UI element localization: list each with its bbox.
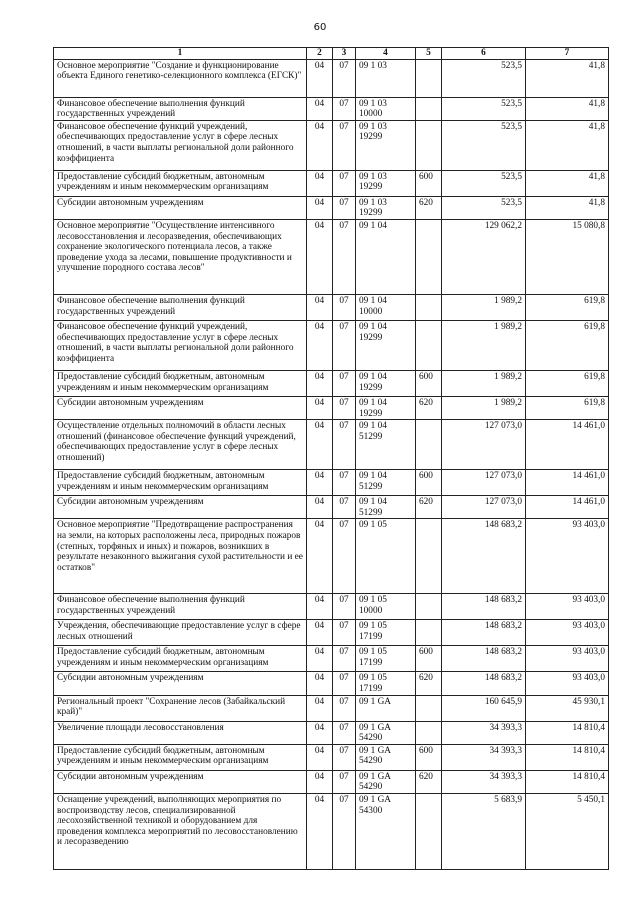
section-code: 04 — [307, 470, 333, 496]
table-row — [54, 695, 609, 721]
target-article-code: 09 1 04 19299 — [356, 370, 416, 396]
amount-plan: 523,5 — [442, 97, 526, 120]
amount-actual: 45 930,1 — [526, 695, 609, 721]
expense-type-code — [416, 59, 442, 97]
table-row — [54, 170, 609, 196]
table-row — [54, 420, 609, 470]
column-header: 6 — [442, 48, 526, 60]
table-row — [54, 97, 609, 120]
target-article-code: 09 1 05 17199 — [356, 646, 416, 672]
expense-type-code — [416, 320, 442, 370]
subsection-code: 07 — [333, 196, 356, 219]
expense-type-code: 620 — [416, 496, 442, 519]
subsection-code: 07 — [333, 170, 356, 196]
subsection-code: 07 — [333, 219, 356, 294]
row-name: Осуществление отдельных полномочий в области лесных отношений (финансовое обеспечение функций учреждений, обеспечивающих предоставление услуг в сфере лесных отношений) — [54, 420, 307, 470]
subsection-code: 07 — [333, 294, 356, 320]
expense-type-code: 600 — [416, 170, 442, 196]
row-name: Финансовое обеспечение функций учреждений, обеспечивающих предоставление услуг в сфере лесных отношений, в части выплаты региональной доли районного коэффициента — [54, 120, 307, 170]
section-code: 04 — [307, 59, 333, 97]
expense-type-code: 600 — [416, 744, 442, 770]
table-row — [54, 744, 609, 770]
row-name: Финансовое обеспечение функций учреждений, обеспечивающих предоставление услуг в сфере лесных отношений, в части выплаты региональной доли районного коэффициента — [54, 320, 307, 370]
subsection-code: 07 — [333, 620, 356, 646]
expense-type-code: 620 — [416, 396, 442, 419]
target-article-code: 09 1 04 51299 — [356, 496, 416, 519]
row-name: Основное мероприятие "Создание и функционирование объекта Единого генетико-селекционного комплекса (ЕГСК)" — [54, 59, 307, 97]
section-code: 04 — [307, 594, 333, 620]
target-article-code: 09 1 03 10000 — [356, 97, 416, 120]
subsection-code: 07 — [333, 646, 356, 672]
expense-type-code — [416, 519, 442, 594]
section-code: 04 — [307, 370, 333, 396]
amount-plan: 148 683,2 — [442, 519, 526, 594]
section-code: 04 — [307, 695, 333, 721]
expense-type-code — [416, 594, 442, 620]
amount-actual: 41,8 — [526, 196, 609, 219]
section-code: 04 — [307, 294, 333, 320]
table-row — [54, 196, 609, 219]
section-code: 04 — [307, 620, 333, 646]
target-article-code: 09 1 04 51299 — [356, 470, 416, 496]
section-code: 04 — [307, 420, 333, 470]
row-name: Субсидии автономным учреждениям — [54, 770, 307, 793]
amount-actual: 619,8 — [526, 370, 609, 396]
amount-actual: 619,8 — [526, 294, 609, 320]
expense-type-code — [416, 793, 442, 869]
table-row — [54, 294, 609, 320]
amount-plan: 1 989,2 — [442, 294, 526, 320]
row-name: Оснащение учреждений, выполняющих мероприятия по воспроизводству лесов, специализированной лесохозяйственной техникой и оборудованием для проведения комплекса мероприятий по лесовосстановлению и лесоразведению — [54, 793, 307, 869]
expense-type-code: 600 — [416, 470, 442, 496]
amount-plan: 523,5 — [442, 196, 526, 219]
row-name: Учреждения, обеспечивающие предоставление услуг в сфере лесных отношений — [54, 620, 307, 646]
section-code: 04 — [307, 646, 333, 672]
section-code: 04 — [307, 196, 333, 219]
amount-actual: 619,8 — [526, 396, 609, 419]
amount-plan: 148 683,2 — [442, 646, 526, 672]
table-row — [54, 672, 609, 695]
section-code: 04 — [307, 320, 333, 370]
expense-type-code — [416, 120, 442, 170]
expense-type-code — [416, 721, 442, 744]
row-name: Финансовое обеспечение выполнения функций государственных учреждений — [54, 294, 307, 320]
amount-actual: 14 810,4 — [526, 744, 609, 770]
amount-plan: 523,5 — [442, 170, 526, 196]
target-article-code: 09 1 05 17199 — [356, 620, 416, 646]
section-code: 04 — [307, 170, 333, 196]
expense-type-code: 620 — [416, 672, 442, 695]
subsection-code: 07 — [333, 120, 356, 170]
table-body — [54, 59, 609, 869]
section-code: 04 — [307, 519, 333, 594]
amount-actual: 93 403,0 — [526, 594, 609, 620]
table-row — [54, 646, 609, 672]
amount-actual: 41,8 — [526, 170, 609, 196]
column-header: 7 — [526, 48, 609, 60]
subsection-code: 07 — [333, 496, 356, 519]
table-row — [54, 370, 609, 396]
amount-plan: 127 073,0 — [442, 420, 526, 470]
subsection-code: 07 — [333, 721, 356, 744]
amount-plan: 34 393,3 — [442, 721, 526, 744]
amount-actual: 5 450,1 — [526, 793, 609, 869]
target-article-code: 09 1 04 51299 — [356, 420, 416, 470]
section-code: 04 — [307, 219, 333, 294]
target-article-code: 09 1 GA — [356, 695, 416, 721]
subsection-code: 07 — [333, 470, 356, 496]
amount-plan: 127 073,0 — [442, 470, 526, 496]
subsection-code: 07 — [333, 594, 356, 620]
subsection-code: 07 — [333, 59, 356, 97]
amount-actual: 41,8 — [526, 59, 609, 97]
row-name: Предоставление субсидий бюджетным, автономным учреждениям и иным некоммерческим организациям — [54, 470, 307, 496]
section-code: 04 — [307, 744, 333, 770]
table-row — [54, 120, 609, 170]
target-article-code: 09 1 04 19299 — [356, 320, 416, 370]
target-article-code: 09 1 05 17199 — [356, 672, 416, 695]
amount-plan: 129 062,2 — [442, 219, 526, 294]
expense-type-code — [416, 420, 442, 470]
amount-plan: 1 989,2 — [442, 370, 526, 396]
section-code: 04 — [307, 793, 333, 869]
amount-actual: 14 461,0 — [526, 470, 609, 496]
table-header — [54, 48, 609, 60]
subsection-code: 07 — [333, 770, 356, 793]
table-row — [54, 770, 609, 793]
table-row — [54, 396, 609, 419]
subsection-code: 07 — [333, 695, 356, 721]
target-article-code: 09 1 04 — [356, 219, 416, 294]
table-row — [54, 793, 609, 869]
table-row — [54, 470, 609, 496]
target-article-code: 09 1 04 19299 — [356, 396, 416, 419]
row-name: Региональный проект "Сохранение лесов (Забайкальский край)" — [54, 695, 307, 721]
row-name: Субсидии автономным учреждениям — [54, 396, 307, 419]
page-number: 60 — [313, 22, 327, 33]
amount-plan: 523,5 — [442, 59, 526, 97]
subsection-code: 07 — [333, 793, 356, 869]
amount-actual: 15 080,8 — [526, 219, 609, 294]
row-name: Субсидии автономным учреждениям — [54, 672, 307, 695]
subsection-code: 07 — [333, 370, 356, 396]
amount-actual: 41,8 — [526, 120, 609, 170]
section-code: 04 — [307, 770, 333, 793]
amount-actual: 93 403,0 — [526, 646, 609, 672]
target-article-code: 09 1 05 10000 — [356, 594, 416, 620]
subsection-code: 07 — [333, 396, 356, 419]
subsection-code: 07 — [333, 97, 356, 120]
target-article-code: 09 1 03 — [356, 59, 416, 97]
amount-actual: 14 810,4 — [526, 770, 609, 793]
amount-plan: 34 393,3 — [442, 744, 526, 770]
section-code: 04 — [307, 97, 333, 120]
target-article-code: 09 1 03 19299 — [356, 196, 416, 219]
target-article-code: 09 1 GA 54290 — [356, 744, 416, 770]
table-row — [54, 219, 609, 294]
amount-actual: 93 403,0 — [526, 620, 609, 646]
expense-type-code: 620 — [416, 196, 442, 219]
row-name: Субсидии автономным учреждениям — [54, 196, 307, 219]
target-article-code: 09 1 GA 54300 — [356, 793, 416, 869]
row-name: Финансовое обеспечение выполнения функций государственных учреждений — [54, 97, 307, 120]
column-header: 4 — [356, 48, 416, 60]
section-code: 04 — [307, 120, 333, 170]
table-row — [54, 59, 609, 97]
row-name: Основное мероприятие "Осуществление интенсивного лесовосстановления и лесоразведения, обеспечивающих сохранение экологического потенциала лесов, а также проведение ухода за лесами, повышение продуктивности и улучшение породного состава лесов" — [54, 219, 307, 294]
table-row — [54, 320, 609, 370]
subsection-code: 07 — [333, 744, 356, 770]
expense-type-code: 620 — [416, 770, 442, 793]
subsection-code: 07 — [333, 320, 356, 370]
section-code: 04 — [307, 496, 333, 519]
row-name: Предоставление субсидий бюджетным, автономным учреждениям и иным некоммерческим организациям — [54, 170, 307, 196]
column-header: 3 — [333, 48, 356, 60]
target-article-code: 09 1 GA 54290 — [356, 770, 416, 793]
column-header: 1 — [54, 48, 307, 60]
section-code: 04 — [307, 721, 333, 744]
row-name: Предоставление субсидий бюджетным, автономным учреждениям и иным некоммерческим организациям — [54, 646, 307, 672]
expense-type-code: 600 — [416, 370, 442, 396]
row-name: Основное мероприятие "Предотвращение распространения на земли, на которых расположены леса, природных пожаров (степных, торфяных и иных) и пожаров, возникших в результате незаконного выжигания сухой растительности и ее остатков" — [54, 519, 307, 594]
row-name: Субсидии автономным учреждениям — [54, 496, 307, 519]
target-article-code: 09 1 04 10000 — [356, 294, 416, 320]
amount-actual: 14 810,4 — [526, 721, 609, 744]
row-name: Предоставление субсидий бюджетным, автономным учреждениям и иным некоммерческим организациям — [54, 744, 307, 770]
amount-plan: 34 393,3 — [442, 770, 526, 793]
amount-actual: 41,8 — [526, 97, 609, 120]
amount-plan: 160 645,9 — [442, 695, 526, 721]
table-row — [54, 620, 609, 646]
row-name: Финансовое обеспечение выполнения функций государственных учреждений — [54, 594, 307, 620]
budget-table — [53, 47, 609, 870]
expense-type-code — [416, 695, 442, 721]
amount-plan: 523,5 — [442, 120, 526, 170]
table-row — [54, 721, 609, 744]
amount-plan: 127 073,0 — [442, 496, 526, 519]
target-article-code: 09 1 03 19299 — [356, 170, 416, 196]
amount-plan: 148 683,2 — [442, 620, 526, 646]
expense-type-code — [416, 294, 442, 320]
target-article-code: 09 1 05 — [356, 519, 416, 594]
table-row — [54, 519, 609, 594]
table-row — [54, 496, 609, 519]
amount-plan: 5 683,9 — [442, 793, 526, 869]
amount-plan: 1 989,2 — [442, 320, 526, 370]
row-name: Увеличение площади лесовосстановления — [54, 721, 307, 744]
amount-plan: 148 683,2 — [442, 672, 526, 695]
expense-type-code — [416, 97, 442, 120]
amount-plan: 148 683,2 — [442, 594, 526, 620]
subsection-code: 07 — [333, 519, 356, 594]
target-article-code: 09 1 GA 54290 — [356, 721, 416, 744]
column-header: 2 — [307, 48, 333, 60]
subsection-code: 07 — [333, 672, 356, 695]
subsection-code: 07 — [333, 420, 356, 470]
amount-actual: 93 403,0 — [526, 672, 609, 695]
amount-actual: 14 461,0 — [526, 496, 609, 519]
amount-actual: 93 403,0 — [526, 519, 609, 594]
table-row — [54, 594, 609, 620]
section-code: 04 — [307, 396, 333, 419]
target-article-code: 09 1 03 19299 — [356, 120, 416, 170]
amount-actual: 14 461,0 — [526, 420, 609, 470]
row-name: Предоставление субсидий бюджетным, автономным учреждениям и иным некоммерческим организациям — [54, 370, 307, 396]
column-header: 5 — [416, 48, 442, 60]
expense-type-code — [416, 219, 442, 294]
section-code: 04 — [307, 672, 333, 695]
amount-actual: 619,8 — [526, 320, 609, 370]
expense-type-code: 600 — [416, 646, 442, 672]
amount-plan: 1 989,2 — [442, 396, 526, 419]
expense-type-code — [416, 620, 442, 646]
